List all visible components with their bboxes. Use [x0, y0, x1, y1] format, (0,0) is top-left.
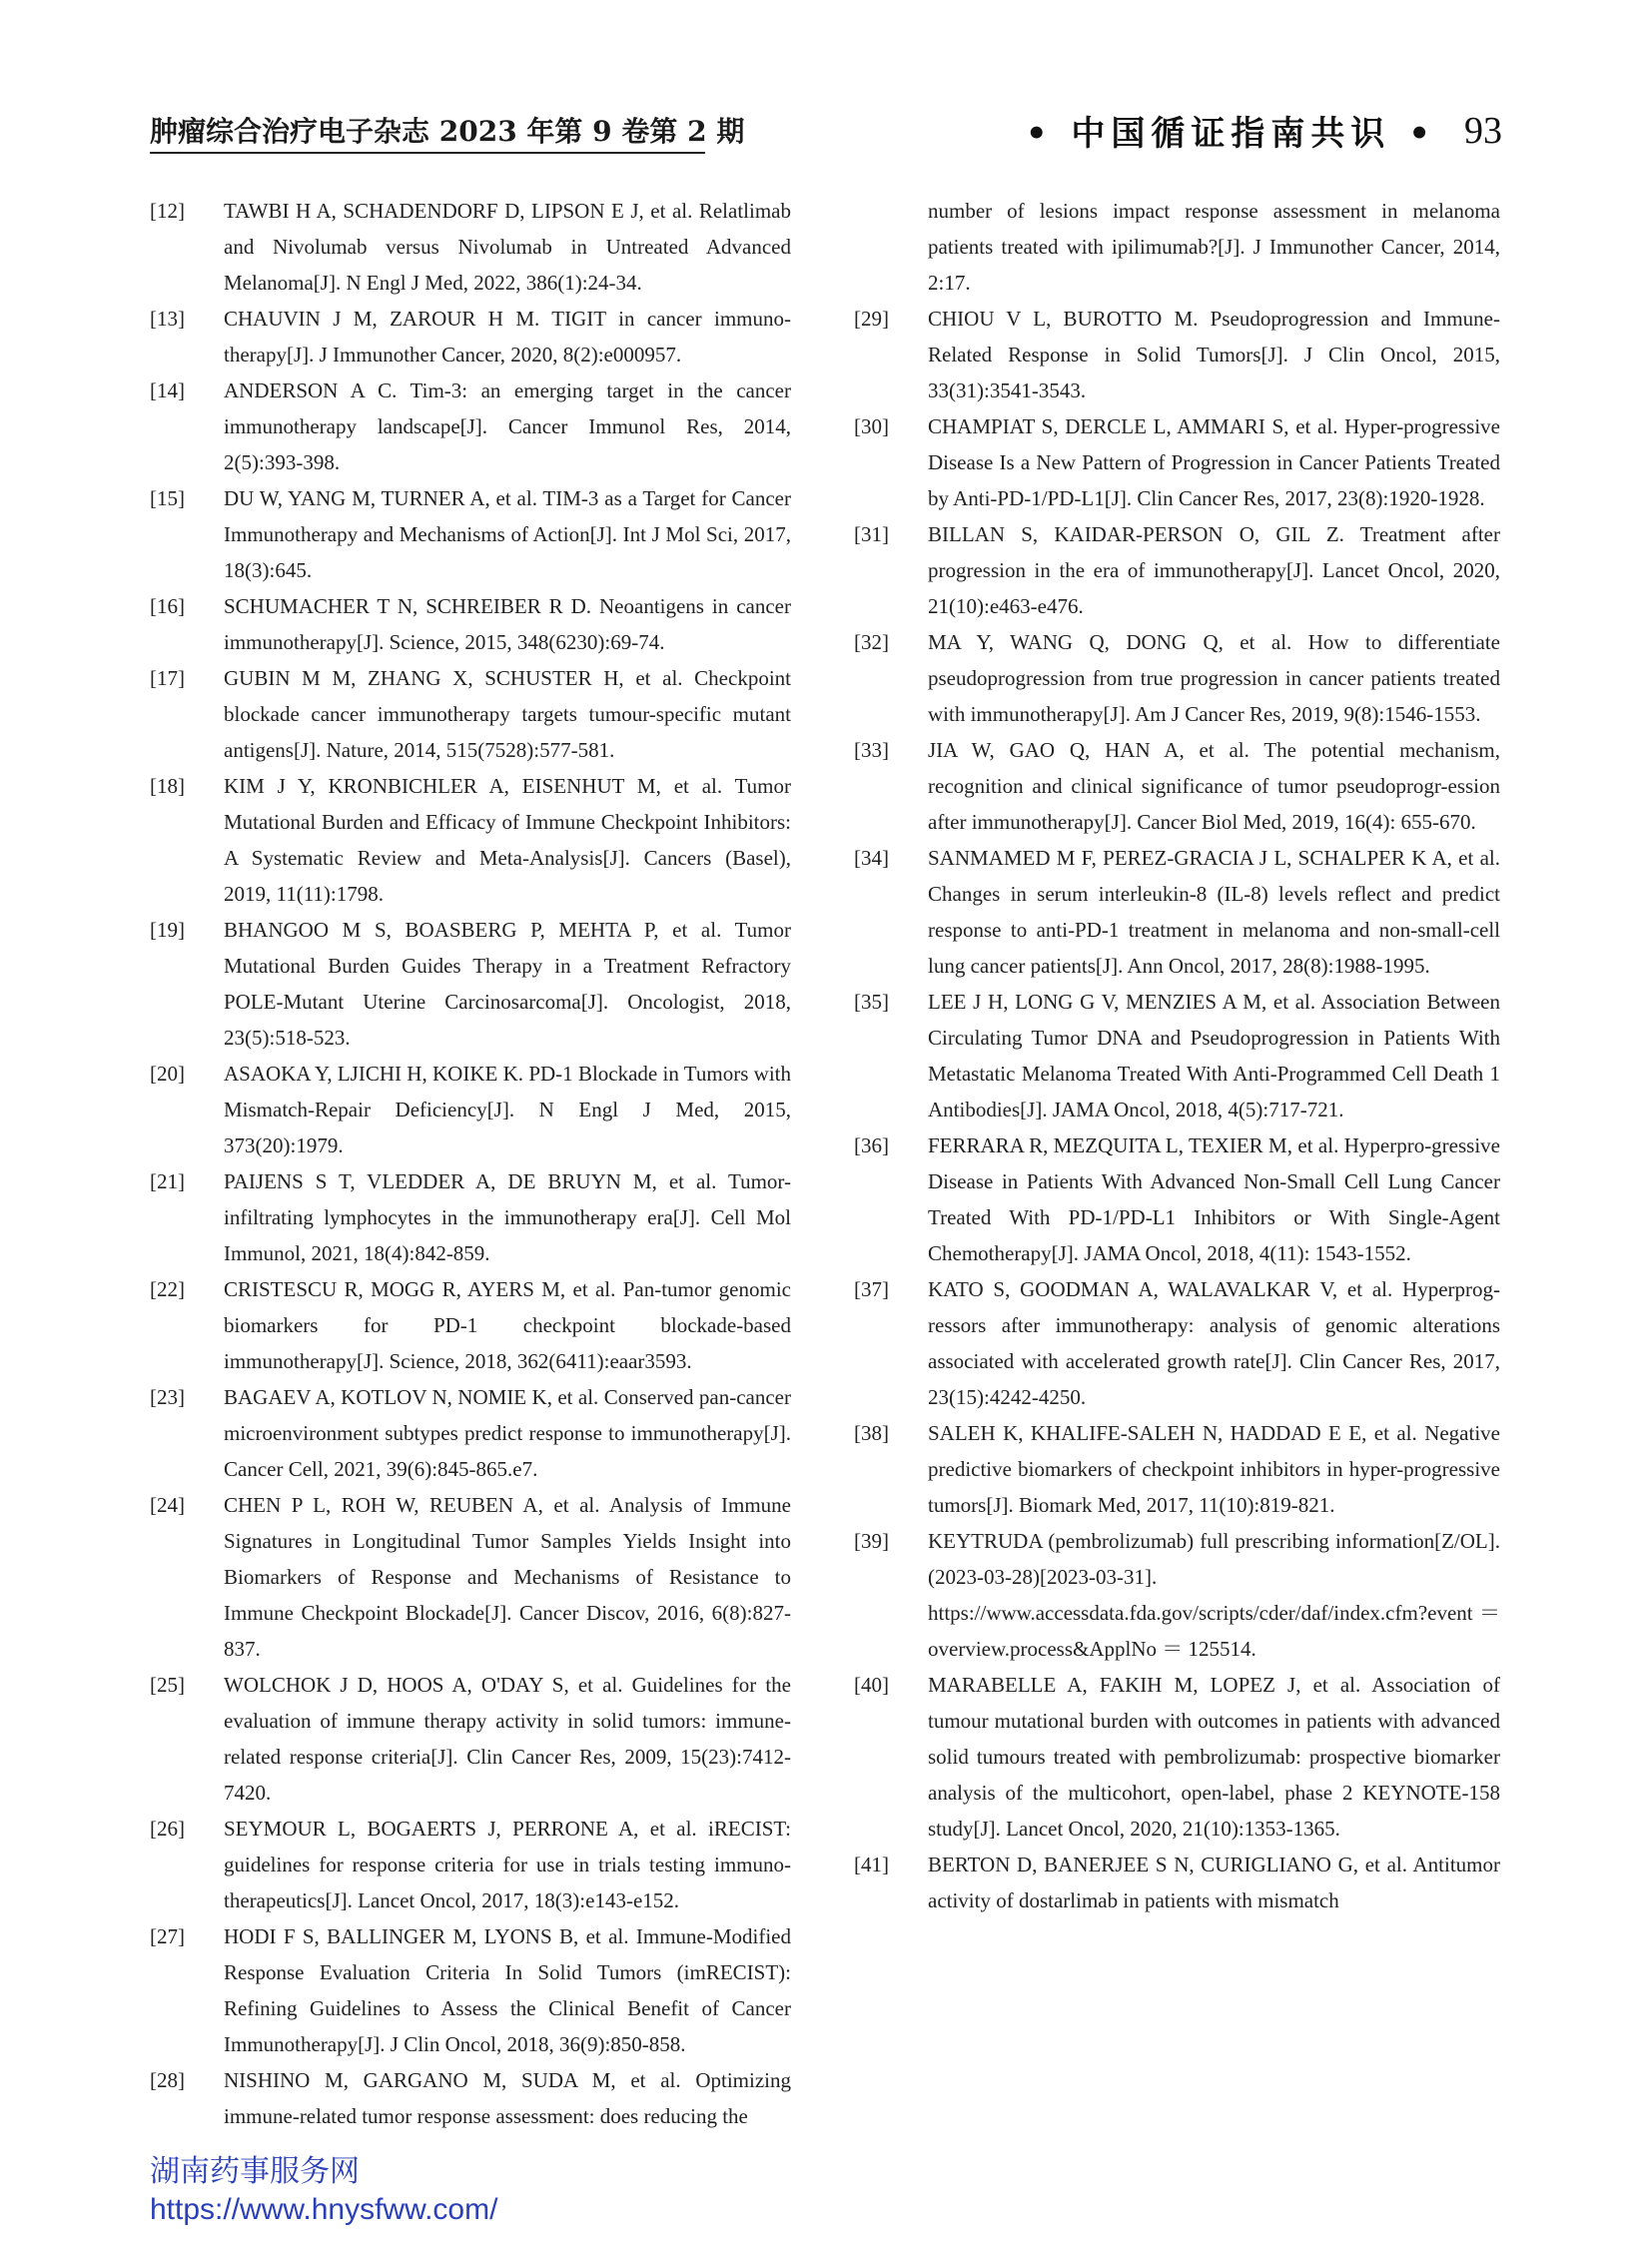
- reference-text: ASAOKA Y, LJICHI H, KOIKE K. PD-1 Blockade in Tumors with Mismatch-Repair Deficiency[J]. N Engl J Med, 2015, 373(20):1979.: [224, 1062, 791, 1157]
- reference-text: CHIOU V L, BUROTTO M. Pseudoprogression and Immune-Related Response in Solid Tumors[J]. J Clin Oncol, 2015, 33(31):3541-3543.: [928, 307, 1500, 402]
- reference-number: [24]: [150, 1493, 185, 1517]
- reference-number: [38]: [854, 1421, 889, 1445]
- reference-entry: [854, 1127, 1500, 1271]
- reference-entry: [854, 193, 1500, 301]
- reference-entry: [150, 2062, 791, 2134]
- reference-text: CHEN P L, ROH W, REUBEN A, et al. Analysis of Immune Signatures in Longitudinal Tumor Samples Yields Insight into Biomarkers of Response and Mechanisms of Resistance to Immune Checkpoint Blockade[J]. Cancer Discov, 2016, 6(8):827-837.: [224, 1493, 791, 1661]
- reference-entry: [150, 1271, 791, 1379]
- reference-entry: [854, 408, 1500, 516]
- reference-entry: [150, 1487, 791, 1667]
- reference-text: TAWBI H A, SCHADENDORF D, LIPSON E J, et al. Relatlimab and Nivolumab versus Nivolumab in Untreated Advanced Melanoma[J]. N Engl J Med, 2022, 386(1):24-34.: [224, 199, 791, 295]
- reference-number: [40]: [854, 1673, 889, 1697]
- header-right: [1026, 106, 1502, 155]
- reference-entry: [854, 1667, 1500, 1847]
- reference-entry: [150, 588, 791, 660]
- reference-number: [19]: [150, 918, 185, 942]
- reference-text: WOLCHOK J D, HOOS A, O'DAY S, et al. Guidelines for the evaluation of immune therapy activity in solid tumors: immune-related response criteria[J]. Clin Cancer Res, 2009, 15(23):7412-7420.: [224, 1673, 791, 1805]
- reference-text: FERRARA R, MEZQUITA L, TEXIER M, et al. Hyperpro-gressive Disease in Patients With Advanced Non-Small Cell Lung Cancer Treated With PD-1/PD-L1 Inhibitors or With Single-Agent Chemotherapy[J]. JAMA Oncol, 2018, 4(11): 1543-1552.: [928, 1133, 1500, 1265]
- reference-text: BHANGOO M S, BOASBERG P, MEHTA P, et al. Tumor Mutational Burden Guides Therapy in a Treatment Refractory POLE-Mutant Uterine Carcinosarcoma[J]. Oncologist, 2018, 23(5):518-523.: [224, 918, 791, 1050]
- reference-text: LEE J H, LONG G V, MENZIES A M, et al. Association Between Circulating Tumor DNA and Pseudoprogression in Patients With Metastatic Melanoma Treated With Anti-Programmed Cell Death 1 Antibodies[J]. JAMA Oncol, 2018, 4(5):717-721.: [928, 990, 1500, 1121]
- reference-text: CHAMPIAT S, DERCLE L, AMMARI S, et al. Hyper-progressive Disease Is a New Pattern of Progression in Cancer Patients Treated by Anti-PD-1/PD-L1[J]. Clin Cancer Res, 2017, 23(8):1920-1928.: [928, 414, 1500, 510]
- reference-entry: [854, 624, 1500, 732]
- reference-entry: [854, 1847, 1500, 1918]
- left-column-references: [150, 193, 791, 2134]
- page-number: 93: [1464, 109, 1502, 152]
- reference-entry: [150, 1918, 791, 2062]
- reference-entry: [854, 1415, 1500, 1523]
- reference-entry: [150, 373, 791, 480]
- reference-entry: [150, 1667, 791, 1811]
- reference-entry: [150, 301, 791, 373]
- reference-number: [41]: [854, 1853, 889, 1876]
- reference-entry: [854, 732, 1500, 840]
- reference-text: ANDERSON A C. Tim-3: an emerging target in the cancer immunotherapy landscape[J]. Cancer Immunol Res, 2014, 2(5):393-398.: [224, 378, 791, 474]
- section-title: • 中国循证指南共识 •: [1025, 114, 1436, 154]
- reference-entry: [854, 1271, 1500, 1415]
- reference-entry: [854, 1523, 1500, 1667]
- reference-number: [15]: [150, 486, 185, 510]
- reference-entry: [854, 301, 1500, 408]
- reference-entry: [854, 840, 1500, 984]
- reference-number: [13]: [150, 307, 185, 331]
- reference-text: CRISTESCU R, MOGG R, AYERS M, et al. Pan-tumor genomic biomarkers for PD-1 checkpoint blockade-based immunotherapy[J]. Science, 2018, 362(6411):eaar3593.: [224, 1277, 791, 1373]
- reference-entry: [150, 912, 791, 1056]
- right-column-references: [854, 193, 1500, 1918]
- reference-entry: [150, 660, 791, 768]
- reference-number: [28]: [150, 2068, 185, 2092]
- reference-text: BERTON D, BANERJEE S N, CURIGLIANO G, et al. Antitumor activity of dostarlimab in patients with mismatch: [928, 1853, 1500, 1912]
- reference-number: [36]: [854, 1133, 889, 1157]
- reference-number: [12]: [150, 199, 185, 223]
- reference-text: SEYMOUR L, BOGAERTS J, PERRONE A, et al. iRECIST: guidelines for response criteria for use in trials testing immuno-therapeutics[J]. Lancet Oncol, 2017, 18(3):e143-e152.: [224, 1817, 791, 1912]
- reference-number: [17]: [150, 666, 185, 690]
- reference-number: [16]: [150, 594, 185, 618]
- reference-number: [39]: [854, 1529, 889, 1553]
- reference-text: SCHUMACHER T N, SCHREIBER R D. Neoantigens in cancer immunotherapy[J]. Science, 2015, 348(6230):69-74.: [224, 594, 791, 654]
- reference-text: KIM J Y, KRONBICHLER A, EISENHUT M, et al. Tumor Mutational Burden and Efficacy of Immune Checkpoint Inhibitors: A Systematic Review and Meta-Analysis[J]. Cancers (Basel), 2019, 11(11):1798.: [224, 774, 791, 906]
- reference-number: [20]: [150, 1062, 185, 1086]
- reference-entry: [854, 516, 1500, 624]
- reference-number: [29]: [854, 307, 889, 331]
- reference-text: BILLAN S, KAIDAR-PERSON O, GIL Z. Treatment after progression in the era of immunotherapy[J]. Lancet Oncol, 2020, 21(10):e463-e476.: [928, 522, 1500, 618]
- reference-text: NISHINO M, GARGANO M, SUDA M, et al. Optimizing immune-related tumor response assessment: does reducing the: [224, 2068, 791, 2128]
- header-rule: [150, 152, 705, 154]
- reference-entry: [854, 984, 1500, 1127]
- reference-number: [27]: [150, 1924, 185, 1948]
- reference-text: MARABELLE A, FAKIH M, LOPEZ J, et al. Association of tumour mutational burden with outcomes in patients with advanced solid tumours treated with pembrolizumab: prospective biomarker analysis of the multicohort, open-label, phase 2 KEYNOTE-158 study[J]. Lancet Oncol, 2020, 21(10):1353-1365.: [928, 1673, 1500, 1841]
- reference-text: number of lesions impact response assessment in melanoma patients treated with ipilimumab?[J]. J Immunother Cancer, 2014, 2:17.: [928, 199, 1500, 295]
- reference-number: [34]: [854, 846, 889, 870]
- reference-text: JIA W, GAO Q, HAN A, et al. The potential mechanism, recognition and clinical significance of tumor pseudoprogr-ession after immunotherapy[J]. Cancer Biol Med, 2019, 16(4): 655-670.: [928, 738, 1500, 834]
- reference-number: [37]: [854, 1277, 889, 1301]
- reference-entry: [150, 1811, 791, 1918]
- reference-number: [22]: [150, 1277, 185, 1301]
- reference-text: HODI F S, BALLINGER M, LYONS B, et al. Immune-Modified Response Evaluation Criteria In Solid Tumors (imRECIST): Refining Guidelines to Assess the Clinical Benefit of Cancer Immunotherapy[J]. J Clin Oncol, 2018, 36(9):850-858.: [224, 1924, 791, 2056]
- reference-text: MA Y, WANG Q, DONG Q, et al. How to differentiate pseudoprogression from true progression in cancer patients treated with immunotherapy[J]. Am J Cancer Res, 2019, 9(8):1546-1553.: [928, 630, 1500, 726]
- reference-number: [21]: [150, 1169, 185, 1193]
- reference-text: SANMAMED M F, PEREZ-GRACIA J L, SCHALPER K A, et al. Changes in serum interleukin-8 (IL-8) levels reflect and predict response to anti-PD-1 treatment in melanoma and non-small-cell lung cancer patients[J]. Ann Oncol, 2017, 28(8):1988-1995.: [928, 846, 1500, 978]
- reference-text: PAIJENS S T, VLEDDER A, DE BRUYN M, et al. Tumor-infiltrating lymphocytes in the immunotherapy era[J]. Cell Mol Immunol, 2021, 18(4):842-859.: [224, 1169, 791, 1265]
- reference-number: [33]: [854, 738, 889, 762]
- reference-text: SALEH K, KHALIFE-SALEH N, HADDAD E E, et al. Negative predictive biomarkers of checkpoint inhibitors in hyper-progressive tumors[J]. Biomark Med, 2017, 11(10):819-821.: [928, 1421, 1500, 1517]
- reference-entry: [150, 768, 791, 912]
- reference-text: CHAUVIN J M, ZAROUR H M. TIGIT in cancer immuno-therapy[J]. J Immunother Cancer, 2020, 8(2):e000957.: [224, 307, 791, 367]
- reference-number: [14]: [150, 378, 185, 402]
- reference-number: [32]: [854, 630, 889, 654]
- reference-number: [26]: [150, 1817, 185, 1841]
- reference-number: [18]: [150, 774, 185, 798]
- reference-entry: [150, 193, 791, 301]
- reference-number: [35]: [854, 990, 889, 1014]
- reference-text: BAGAEV A, KOTLOV N, NOMIE K, et al. Conserved pan-cancer microenvironment subtypes predict response to immunotherapy[J]. Cancer Cell, 2021, 39(6):845-865.e7.: [224, 1385, 791, 1481]
- reference-number: [30]: [854, 414, 889, 438]
- reference-entry: [150, 480, 791, 588]
- reference-text: DU W, YANG M, TURNER A, et al. TIM-3 as a Target for Cancer Immunotherapy and Mechanisms of Action[J]. Int J Mol Sci, 2017, 18(3):645.: [224, 486, 791, 582]
- reference-text: KEYTRUDA (pembrolizumab) full prescribing information[Z/OL]. (2023-03-28)[2023-03-31]. https://www.accessdata.fda.gov/scripts/cder/daf/index.cfm?event ＝ overview.process&ApplNo ＝ 125514.: [928, 1529, 1500, 1661]
- reference-entry: [150, 1379, 791, 1487]
- reference-text: GUBIN M M, ZHANG X, SCHUSTER H, et al. Checkpoint blockade cancer immunotherapy targets tumour-specific mutant antigens[J]. Nature, 2014, 515(7528):577-581.: [224, 666, 791, 762]
- reference-number: [31]: [854, 522, 889, 546]
- reference-number: [25]: [150, 1673, 185, 1697]
- journal-header: 肿瘤综合治疗电子杂志 2023 年第 9 卷第 2 期: [150, 115, 745, 148]
- reference-number: [23]: [150, 1385, 185, 1409]
- watermark-url[interactable]: https://www.hnysfww.com/: [150, 2193, 498, 2226]
- reference-entry: [150, 1056, 791, 1163]
- watermark-site-name: 湖南药事服务网: [150, 2154, 360, 2189]
- watermark: [150, 2152, 497, 2228]
- reference-text: KATO S, GOODMAN A, WALAVALKAR V, et al. Hyperprog-ressors after immunotherapy: analysis of genomic alterations associated with accelerated growth rate[J]. Clin Cancer Res, 2017, 23(15):4242-4250.: [928, 1277, 1500, 1409]
- reference-entry: [150, 1163, 791, 1271]
